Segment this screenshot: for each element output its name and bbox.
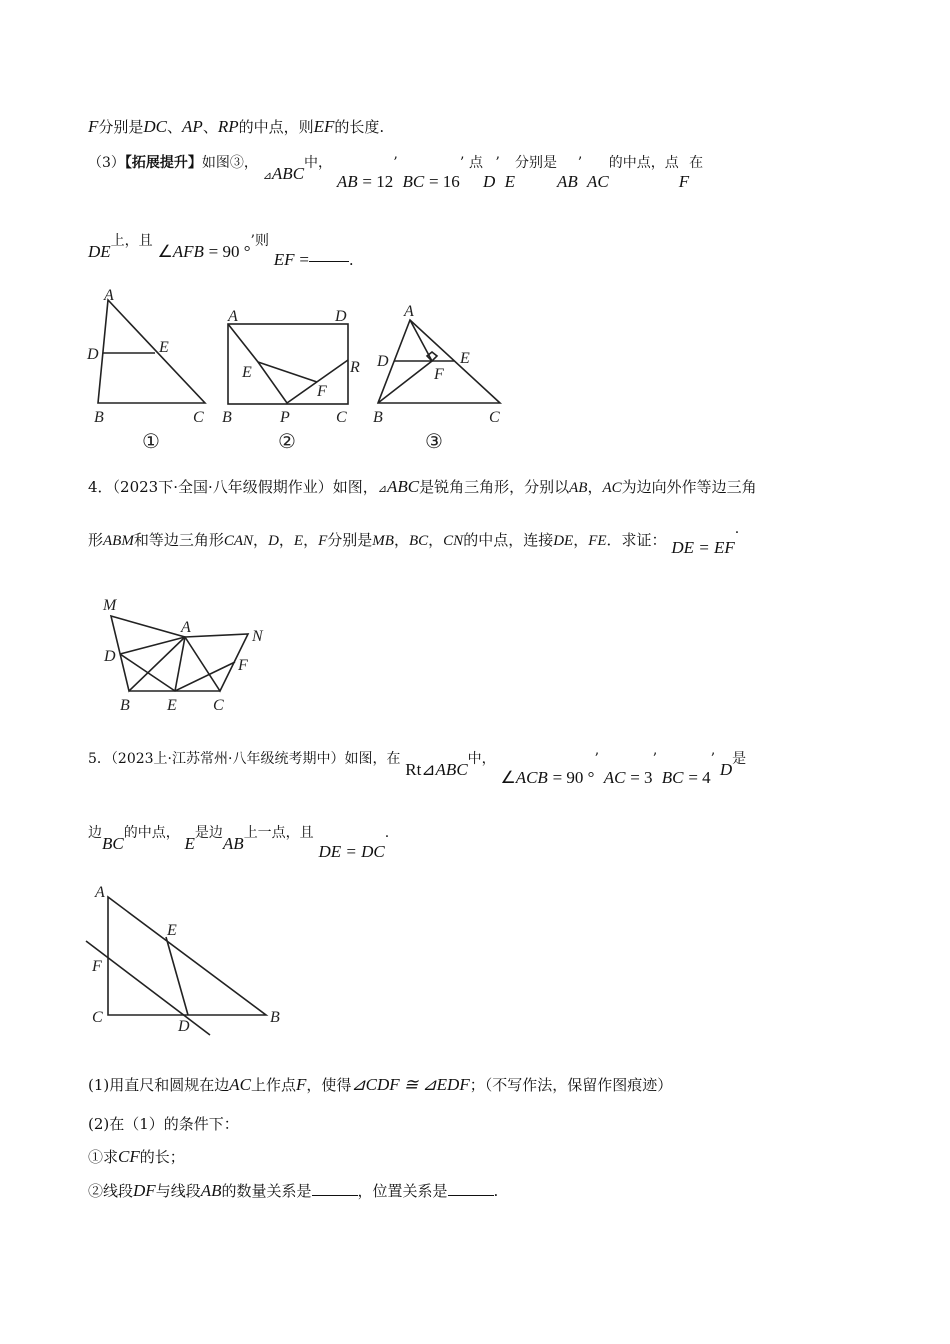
math-de: DE — [88, 242, 111, 261]
label-c: C — [336, 409, 347, 426]
math-abc: ABC — [435, 760, 468, 779]
figure-1 — [86, 287, 205, 453]
text: 分别是 — [98, 118, 144, 136]
section-tag: 【拓展提升】 — [124, 155, 202, 171]
math-e: E — [504, 172, 515, 191]
figure-number: ③ — [425, 431, 443, 453]
math-cf: CF — [118, 1147, 140, 1166]
math-equation: DE = EF — [671, 538, 735, 557]
text: ’ — [495, 155, 500, 171]
triangle-symbol: ⊿ — [262, 169, 272, 182]
text: 是锐角三角形，分别以 — [419, 478, 570, 496]
figure-number: ② — [278, 431, 296, 453]
math-value: = 3 — [630, 768, 653, 787]
math-ab: AB — [336, 172, 358, 191]
text: 的长度. — [334, 118, 385, 136]
label-a: A — [228, 308, 238, 325]
math-bc: BC — [408, 533, 429, 549]
label-d: D — [377, 353, 389, 370]
math-mb: MB — [372, 533, 394, 549]
text: ’ — [577, 155, 583, 171]
text: . — [493, 1182, 499, 1200]
text: 、 — [167, 118, 183, 136]
math-rt-triangle: Rt⊿ — [405, 760, 436, 779]
text: 为边向外作等边三角 — [621, 478, 757, 496]
text: 在（1）的条件下： — [109, 1115, 239, 1133]
label-c: C — [92, 1009, 103, 1026]
math-value: = 16 — [428, 172, 460, 191]
math-acb: ACB — [515, 768, 548, 787]
text: ’ — [594, 751, 599, 767]
label-a: A — [181, 619, 191, 636]
label-b: B — [270, 1009, 280, 1026]
label-f: F — [92, 958, 102, 975]
math-f: F — [296, 1075, 307, 1094]
text: ， — [278, 531, 294, 549]
math-value: = 90 ° — [552, 768, 595, 787]
math-ac: AC — [586, 172, 609, 191]
math-ab: AB — [222, 834, 244, 853]
math-value: = 4 — [688, 768, 711, 787]
line-through-f-d — [86, 941, 210, 1035]
math-abm: ABM — [103, 533, 134, 549]
figure-2 — [222, 308, 360, 453]
figure-q4 — [0, 590, 300, 720]
angle-symbol: ∠ — [157, 242, 173, 261]
text: ，位置关系是 — [357, 1182, 448, 1200]
text: 则 — [254, 233, 269, 249]
triangle-abc — [98, 300, 205, 403]
label-e: E — [167, 922, 177, 939]
text: 求 — [103, 1148, 119, 1166]
math-ef: EF — [313, 117, 335, 136]
math-df: DF — [133, 1181, 156, 1200]
text: 点 — [469, 155, 484, 171]
text: 中， — [467, 751, 496, 767]
label-e: E — [159, 339, 169, 356]
math-bc: BC — [402, 172, 425, 191]
math-abc: ABC — [387, 477, 420, 496]
label-e: E — [460, 350, 470, 367]
text: ；（不写作法，保留作图痕迹） — [469, 1076, 673, 1094]
answer-blank — [448, 1195, 494, 1196]
text: 的中点，则 — [238, 118, 314, 136]
text: ’ — [250, 233, 255, 249]
label-m: M — [103, 597, 117, 614]
subquestion-2-1 — [88, 1146, 185, 1167]
math-rp: RP — [217, 117, 239, 136]
subquestion-2-2 — [88, 1180, 498, 1201]
text: ， — [587, 478, 603, 496]
text: 、 — [202, 118, 218, 136]
math-ab: AB — [569, 480, 588, 496]
label-c: C — [489, 409, 500, 426]
label-d: D — [104, 648, 116, 665]
label-d: D — [335, 308, 347, 325]
text: ， — [573, 531, 589, 549]
text: ， — [253, 531, 269, 549]
text: ’ — [652, 751, 658, 767]
angle-symbol: ∠ — [500, 768, 516, 787]
figure-number: ① — [142, 431, 160, 453]
subquestion-2 — [88, 1113, 239, 1134]
math-value: = 90 ° — [208, 242, 251, 261]
label-n: N — [252, 628, 263, 645]
text: 如图，在 — [344, 751, 401, 767]
text: 的长； — [139, 1148, 185, 1166]
text: 分别是 — [514, 155, 557, 171]
math-bc: BC — [661, 768, 684, 787]
text: ’ — [710, 751, 716, 767]
label-f: F — [238, 657, 248, 674]
label-c: C — [213, 697, 224, 714]
text: 用直尺和圆规在边 — [109, 1076, 230, 1094]
math-d: D — [483, 172, 496, 191]
math-ac: AC — [229, 1075, 251, 1094]
math-f: F — [318, 533, 328, 549]
label-b: B — [222, 409, 232, 426]
text: 是边 — [194, 825, 223, 841]
math-abc: ABC — [271, 164, 305, 183]
label-r: R — [350, 359, 360, 376]
label-f: F — [434, 366, 444, 383]
question-source: （2023上·江苏常州·八年级统考期中） — [110, 751, 345, 767]
math-ab: AB — [556, 172, 578, 191]
label-c: C — [193, 409, 204, 426]
answer-blank — [312, 1195, 358, 1196]
question-number: （3） — [88, 155, 125, 171]
question-number: 5． — [88, 751, 111, 767]
label-b: B — [120, 697, 130, 714]
text: ，使得 — [306, 1076, 352, 1094]
text: ， — [303, 531, 319, 549]
triangle-symbol: ⊿ — [377, 482, 387, 495]
math-congruence: ⊿CDF ≅ ⊿EDF — [351, 1075, 470, 1094]
math-value: = 12 — [362, 172, 394, 191]
text: ， — [428, 531, 444, 549]
label-a: A — [104, 287, 114, 304]
text: 在 — [689, 155, 704, 171]
label-e: E — [167, 697, 177, 714]
math-ef: EF — [273, 250, 295, 269]
text: ’ — [459, 155, 465, 171]
math-d: D — [268, 533, 279, 549]
text: 线段 — [103, 1182, 134, 1200]
text: ， — [393, 531, 409, 549]
text: 上，且 — [110, 233, 153, 249]
text: ．求证： — [606, 531, 667, 549]
math-e: E — [184, 834, 195, 853]
subquestion-number: ① — [88, 1148, 104, 1166]
label-e: E — [242, 364, 252, 381]
figure-q5 — [0, 875, 320, 1045]
question-4-line-1 — [88, 476, 757, 497]
figures-row-1 — [0, 0, 950, 460]
math-de: DE — [553, 533, 574, 549]
segment-ef — [258, 362, 317, 382]
math-ac: AC — [603, 768, 626, 787]
text: 的数量关系是 — [221, 1182, 312, 1200]
question-5-line-2 — [88, 825, 390, 861]
text: 与线段 — [155, 1182, 201, 1200]
math-ac: AC — [602, 480, 622, 496]
subquestion-1 — [88, 1074, 672, 1095]
math-f: F — [678, 172, 690, 191]
text: 的中点，连接 — [463, 531, 554, 549]
math-f: F — [88, 117, 99, 136]
subquestion-number: (1) — [88, 1076, 110, 1094]
text: 上一点，且 — [243, 825, 314, 841]
label-b: B — [373, 409, 383, 426]
text: 中， — [304, 155, 333, 171]
question-source: （2023下·全国·八年级假期作业） — [112, 478, 333, 496]
label-d: D — [87, 346, 99, 363]
segments-de-ef — [120, 654, 235, 691]
math-d: D — [719, 760, 733, 779]
question-4-line-2 — [88, 521, 740, 557]
text: . — [384, 825, 390, 841]
label-a: A — [95, 884, 105, 901]
math-ab: AB — [200, 1181, 222, 1200]
math-e: E — [293, 533, 304, 549]
math-equation: DE = DC — [318, 842, 385, 861]
text: 和等边三角形 — [133, 531, 224, 549]
question-5-line-1 — [88, 751, 747, 787]
question-number: 4． — [88, 478, 113, 496]
text: 上作点 — [251, 1076, 297, 1094]
text: . — [734, 521, 740, 537]
math-bc: BC — [102, 834, 124, 853]
text: . — [348, 251, 354, 269]
text: 是 — [732, 751, 747, 767]
label-p: P — [280, 409, 290, 426]
text: 如图③， — [201, 155, 258, 171]
triangle-acb — [108, 897, 266, 1015]
math-dc: DC — [143, 117, 168, 136]
text: 的中点，点 — [608, 155, 679, 171]
text: = — [299, 250, 309, 269]
text: 形 — [88, 531, 104, 549]
subquestion-number: ② — [88, 1182, 104, 1200]
math-afb: AFB — [172, 242, 204, 261]
text: 边 — [88, 825, 102, 841]
math-can: CAN — [223, 533, 254, 549]
math-cn: CN — [443, 533, 464, 549]
math-ap: AP — [182, 117, 203, 136]
label-f: F — [317, 383, 327, 400]
label-b: B — [94, 409, 104, 426]
text: ’ — [393, 155, 398, 171]
label-a: A — [404, 303, 414, 320]
text: 如图， — [332, 478, 378, 496]
subquestion-number: (2) — [88, 1115, 110, 1133]
figure-3 — [373, 303, 500, 453]
math-fe: FE — [588, 533, 607, 549]
text: 的中点， — [123, 825, 180, 841]
text: 分别是 — [327, 531, 373, 549]
label-d: D — [178, 1018, 190, 1035]
